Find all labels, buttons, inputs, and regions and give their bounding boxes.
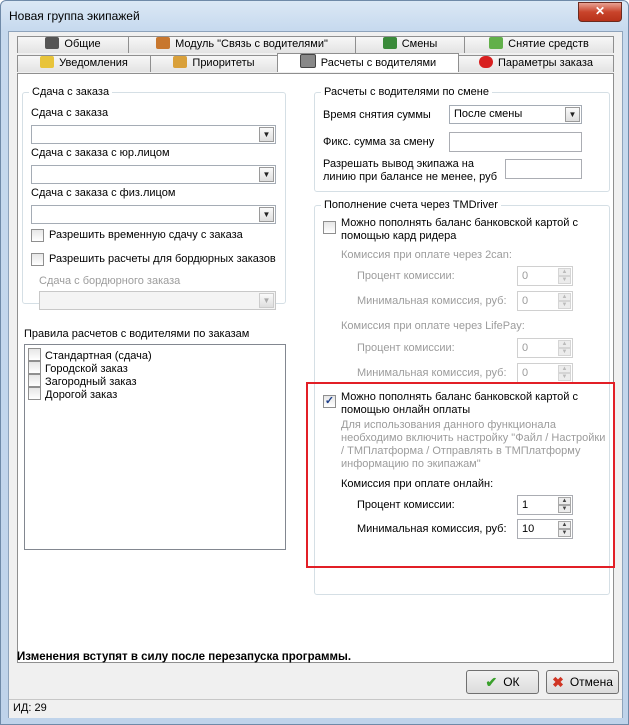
min-balance-label-2: линию при балансе не менее, руб — [323, 171, 498, 183]
chevron-up-icon[interactable]: ▲ — [558, 365, 571, 373]
tab-notifications[interactable]: Уведомления — [17, 55, 151, 72]
card-reader-label-1: Можно пополнять баланс банковской картой с — [341, 217, 578, 229]
dialog-client — [8, 31, 623, 718]
online-percent-label: Процент комиссии: — [357, 499, 455, 511]
chevron-down-icon: ▼ — [259, 293, 274, 308]
min-balance-field[interactable] — [505, 159, 582, 179]
priority-icon — [173, 56, 187, 68]
rules-list[interactable] — [24, 344, 286, 550]
online-payment-label-2: помощью онлайн оплаты — [341, 404, 471, 416]
window-title: Новая группа экипажей — [9, 9, 140, 23]
checkmark-icon: ✔ — [485, 674, 498, 690]
tab-driver-settlements[interactable]: Расчеты с водителями — [277, 53, 459, 72]
chevron-up-icon[interactable]: ▲ — [558, 497, 571, 505]
chevron-down-icon[interactable]: ▼ — [558, 301, 571, 309]
people-icon — [383, 37, 397, 49]
order-change-label: Сдача с заказа — [31, 107, 109, 119]
online-payment-label-1: Можно пополнять баланс банковской картой с — [341, 391, 578, 403]
chevron-down-icon[interactable]: ▼ — [558, 373, 571, 381]
lifepay-percent-label: Процент комиссии: — [357, 342, 455, 354]
list-item[interactable]: Загородный заказ — [28, 374, 137, 387]
chevron-down-icon[interactable]: ▼ — [558, 348, 571, 356]
fixed-sum-field[interactable] — [449, 132, 582, 152]
chevron-down-icon[interactable]: ▼ — [558, 276, 571, 284]
online-commission-label: Комиссия при оплате онлайн: — [341, 478, 494, 490]
tab-panel — [17, 73, 614, 663]
chevron-up-icon[interactable]: ▲ — [558, 268, 571, 276]
chevron-down-icon: ▼ — [565, 107, 580, 122]
tmdriver-group-title: Пополнение счета через TMDriver — [321, 199, 501, 211]
close-icon: ✕ — [594, 4, 606, 18]
allow-border-checkbox[interactable] — [31, 253, 44, 266]
calculator-icon — [300, 54, 316, 68]
allow-temp-change-label: Разрешить временную сдачу с заказа — [49, 229, 243, 241]
twocan-percent-stepper[interactable]: 0 ▲ ▼ — [517, 266, 573, 286]
status-id: ИД: 29 — [13, 702, 47, 714]
chevron-down-icon: ▼ — [259, 207, 274, 222]
card-reader-checkbox[interactable] — [323, 221, 336, 234]
allow-temp-change-checkbox[interactable] — [31, 229, 44, 242]
close-button[interactable] — [578, 2, 622, 22]
border-change-label: Сдача с бордюрного заказа — [39, 275, 181, 287]
twocan-percent-label: Процент комиссии: — [357, 270, 455, 282]
individual-change-label: Сдача с заказа с физ.лицом — [31, 187, 176, 199]
ok-button[interactable]: ✔ ОК — [466, 670, 539, 694]
money-icon — [489, 37, 503, 49]
chevron-down-icon[interactable]: ▼ — [558, 505, 571, 513]
status-bar — [9, 699, 622, 718]
rule-checkbox[interactable] — [28, 361, 41, 374]
chevron-up-icon[interactable]: ▲ — [558, 521, 571, 529]
lifepay-min-label: Минимальная комиссия, руб: — [357, 367, 507, 379]
online-payment-checkbox[interactable]: ✓ — [324, 395, 335, 407]
chevron-down-icon: ▼ — [259, 127, 274, 142]
legal-change-label: Сдача с заказа с юр.лицом — [31, 147, 170, 159]
border-change-select[interactable] — [39, 291, 276, 310]
title-bar[interactable] — [1, 1, 628, 31]
online-min-label: Минимальная комиссия, руб: — [357, 523, 507, 535]
withdraw-time-label: Время снятия суммы — [323, 109, 431, 121]
tab-shifts[interactable]: Смены — [355, 36, 465, 53]
online-note-1: Для использования данного функционала — [341, 419, 556, 431]
cancel-button[interactable]: ✖ Отмена — [546, 670, 619, 694]
card-reader-label-2: помощью кард ридера — [341, 230, 457, 242]
rules-title: Правила расчетов с водителями по заказам — [24, 328, 250, 340]
tab-withdrawal[interactable]: Снятие средств — [464, 36, 614, 53]
tab-priorities[interactable]: Приоритеты — [150, 55, 278, 72]
online-note-4: информацию по экипажам" — [341, 458, 481, 470]
legal-change-select[interactable] — [31, 165, 276, 184]
rule-checkbox[interactable] — [28, 387, 41, 400]
commission-lifepay-label: Комиссия при оплате через LifePay: — [341, 320, 525, 332]
cross-icon: ✖ — [552, 674, 564, 690]
change-group — [22, 86, 286, 305]
list-item[interactable]: Стандартная (сдача) — [28, 348, 152, 361]
chevron-up-icon[interactable]: ▲ — [558, 293, 571, 301]
warning-icon — [40, 56, 54, 68]
tab-order-params[interactable]: Параметры заказа — [458, 55, 614, 72]
lifepay-percent-stepper[interactable]: 0 ▲ ▼ — [517, 338, 573, 358]
twocan-min-stepper[interactable]: 0 ▲ ▼ — [517, 291, 573, 311]
shift-group-title: Расчеты с водителями по смене — [321, 86, 492, 98]
settings-icon — [45, 37, 59, 49]
java-icon — [156, 37, 170, 49]
highlight-frame — [306, 382, 615, 568]
min-balance-label-1: Разрешать вывод экипажа на — [323, 158, 474, 170]
order-change-select[interactable] — [31, 125, 276, 144]
chevron-down-icon[interactable]: ▼ — [558, 529, 571, 537]
commission-2can-label: Комиссия при оплате через 2can: — [341, 249, 512, 261]
restart-notice: Изменения вступят в силу после перезапуска программы. — [17, 651, 352, 663]
fixed-sum-label: Фикс. сумма за смену — [323, 136, 435, 148]
rule-checkbox[interactable] — [28, 348, 41, 361]
online-note-3: / ТМПлатформа / Отправлять в ТМПлатформу — [341, 445, 581, 457]
allow-border-label: Разрешить расчеты для бордюрных заказов — [49, 253, 276, 265]
shift-group — [314, 86, 610, 192]
tab-general[interactable]: Общие — [17, 36, 129, 53]
tab-driver-connection[interactable]: Модуль "Связь с водителями" — [128, 36, 356, 53]
chevron-down-icon: ▼ — [259, 167, 274, 182]
chevron-up-icon[interactable]: ▲ — [558, 340, 571, 348]
online-note-2: необходимо включить настройку "Файл / Настройки — [341, 432, 606, 444]
rule-checkbox[interactable] — [28, 374, 41, 387]
lifepay-min-stepper[interactable]: 0 ▲ ▼ — [517, 363, 573, 383]
individual-change-select[interactable] — [31, 205, 276, 224]
twocan-min-label: Минимальная комиссия, руб: — [357, 295, 507, 307]
list-item[interactable]: Дорогой заказ — [28, 387, 117, 400]
online-min-stepper[interactable]: 10 ▲ ▼ — [517, 519, 573, 539]
change-group-title: Сдача с заказа — [29, 86, 112, 98]
list-item[interactable]: Городской заказ — [28, 361, 128, 374]
withdraw-time-select[interactable]: После смены ▼ — [449, 105, 582, 124]
no-sign-icon — [479, 56, 493, 68]
online-percent-stepper[interactable]: 1 ▲ ▼ — [517, 495, 573, 515]
